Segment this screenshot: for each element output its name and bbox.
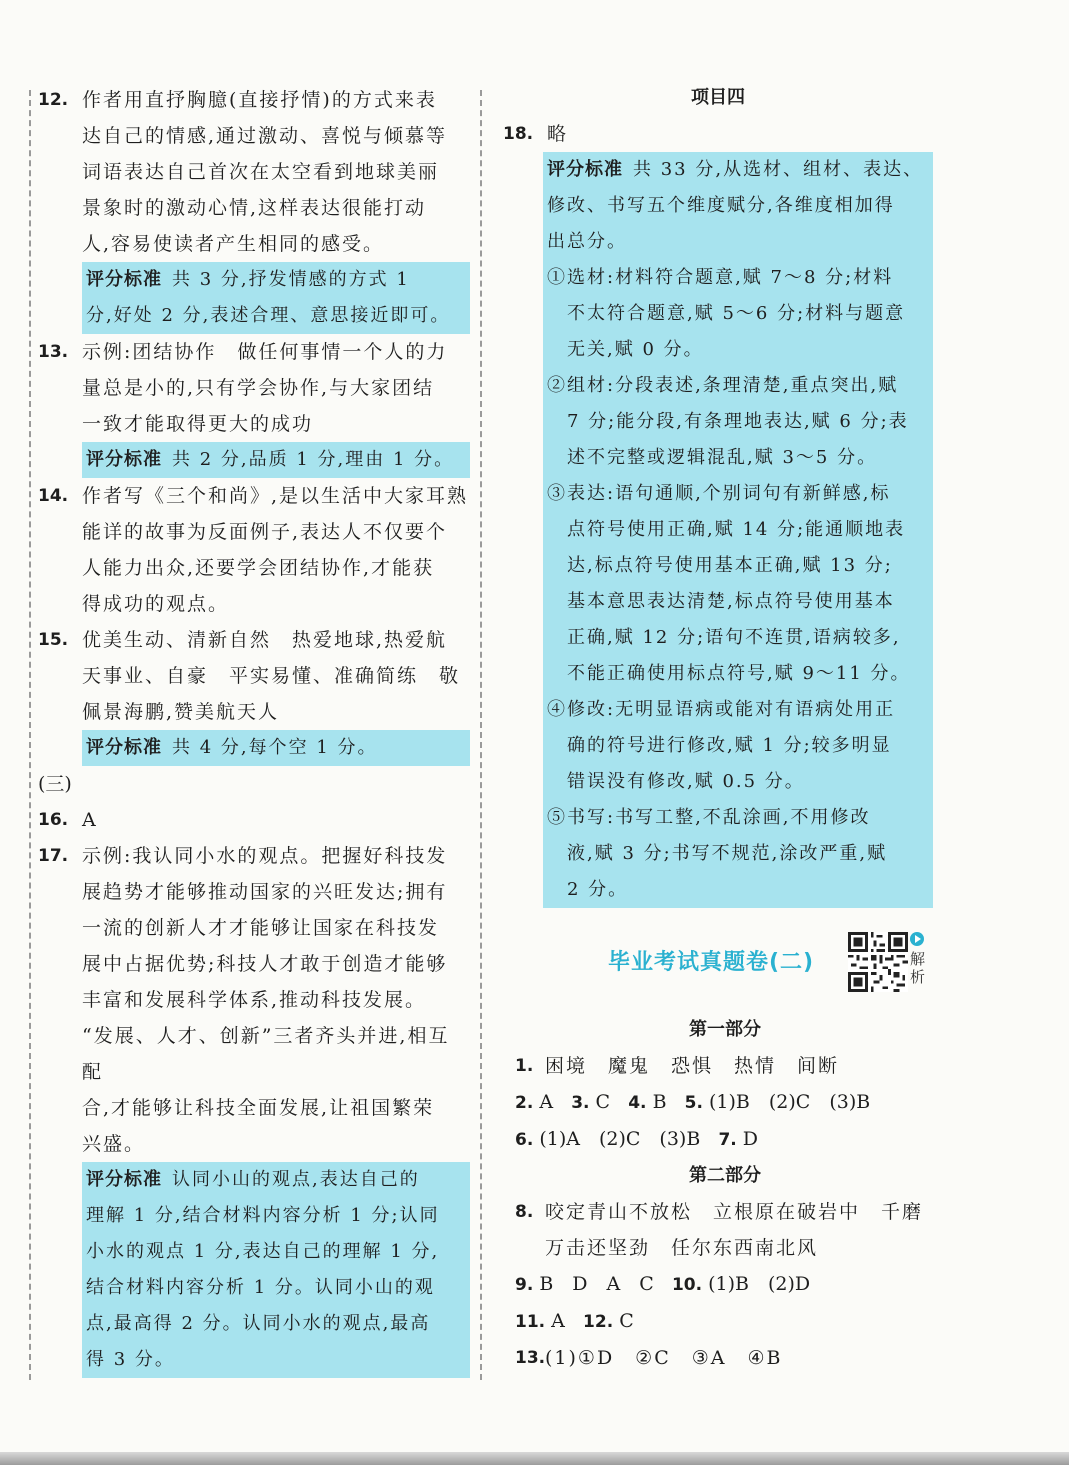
answer-line: 得成功的观点。	[82, 593, 230, 615]
play-icon[interactable]	[910, 932, 924, 946]
question-number: 18.	[503, 124, 534, 144]
answer-line: 景象时的激动心情,这样表达很能打动	[82, 197, 427, 219]
question-number: 13.	[38, 342, 69, 362]
question-number: 13.	[515, 1348, 546, 1368]
question-number: 2.	[515, 1093, 534, 1113]
question-number: 14.	[38, 486, 69, 506]
criterion-organization: 7 分;能分段,有条理地表达,赋 6 分;表	[547, 411, 909, 432]
criterion-handwriting: ⑤书写:书写工整,不乱涂画,不用修改	[547, 807, 871, 828]
answer-line: A	[82, 809, 98, 831]
answer-line: 合,才能够让科技全面发展,让祖国繁荣	[82, 1097, 435, 1119]
criterion-expression: 正确,赋 12 分;语句不连贯,语病较多,	[547, 627, 901, 648]
scoring-text: 理解 1 分,结合材料内容分析 1 分;认同	[86, 1205, 440, 1226]
scoring-label: 评分标准	[86, 737, 162, 758]
scoring-text: 共 2 分,品质 1 分,理由 1 分。	[172, 449, 455, 470]
project-title: 项目四	[691, 87, 745, 108]
scoring-criteria-18	[543, 152, 933, 908]
scoring-text: 点,最高得 2 分。认同小水的观点,最高	[86, 1313, 431, 1334]
criterion-handwriting: 2 分。	[547, 879, 629, 900]
scoring-text: 出总分。	[547, 231, 627, 252]
questions-9-10	[515, 1266, 935, 1303]
scan-bottom-edge	[0, 1452, 1069, 1465]
center-dashed-divider	[480, 90, 482, 1380]
answer-line: 示例:团结协作 做任何事情一个人的力	[82, 341, 448, 363]
qr-side-char: 析	[910, 968, 926, 986]
question-number: 8.	[515, 1202, 534, 1222]
question-18	[503, 116, 933, 152]
exam-answers	[515, 1012, 935, 1376]
answer-value: C	[595, 1091, 611, 1113]
answer-line: 略	[547, 123, 569, 145]
answer-line: 一流的创新人才才能够让国家在科技发	[82, 917, 440, 939]
answer-line: 量总是小的,只有学会协作,与大家团结	[82, 377, 435, 399]
question-number: 7.	[718, 1130, 737, 1150]
question-number: 17.	[38, 846, 69, 866]
scoring-criteria-13	[82, 442, 470, 478]
qr-code-icon[interactable]	[848, 932, 908, 992]
question-number: 12.	[38, 90, 69, 110]
criterion-expression: ③表达:语句通顺,个别词句有新鲜感,标	[547, 483, 891, 504]
criterion-selection: ①选材:材料符合题意,赋 7～8 分;材料	[547, 267, 894, 288]
scoring-label: 评分标准	[86, 269, 162, 290]
question-17	[38, 838, 470, 1162]
answer-line: 困境 魔鬼 恐惧 热情 间断	[545, 1055, 840, 1077]
scoring-label: 评分标准	[86, 1169, 162, 1190]
criterion-revision: 确的符号进行修改,赋 1 分;较多明显	[547, 735, 892, 756]
answer-line: 万击还坚劲 任尔东西南北风	[545, 1237, 819, 1259]
answer-line: 佩景海鹏,赞美航天人	[82, 701, 280, 723]
answer-value: C	[619, 1310, 634, 1332]
question-12	[38, 82, 470, 262]
question-number: 16.	[38, 810, 69, 830]
right-column	[503, 80, 933, 908]
criterion-expression: 不能正确使用标点符号,赋 9～11 分。	[547, 663, 911, 684]
question-number: 12.	[583, 1312, 614, 1332]
scoring-criteria-15	[82, 730, 470, 766]
question-number: 9.	[515, 1275, 534, 1295]
scoring-text: 分,好处 2 分,表述合理、意思接近即可。	[86, 305, 451, 326]
answer-value: D	[742, 1128, 759, 1150]
qr-side-char: 解	[910, 950, 926, 968]
answer-line: 丰富和发展科学体系,推动科技发展。	[82, 989, 427, 1011]
question-number: 11.	[515, 1312, 546, 1332]
scoring-label: 评分标准	[86, 449, 162, 470]
answer-value: A	[539, 1091, 554, 1113]
question-number: 10.	[671, 1275, 703, 1295]
answer-value: A	[551, 1310, 565, 1332]
scoring-text: 认同小山的观点,表达自己的	[172, 1169, 420, 1190]
scoring-text: 小水的观点 1 分,表达自己的理解 1 分,	[86, 1241, 440, 1262]
answer-line: 展中占据优势;科技人才敢于创造才能够	[82, 953, 448, 975]
questions-11-12	[515, 1303, 935, 1340]
criterion-expression: 基本意思表达清楚,标点符号使用基本	[547, 591, 895, 612]
criterion-handwriting: 液,赋 3 分;书写不规范,涂改严重,赋	[547, 843, 888, 864]
scoring-text: 得 3 分。	[86, 1349, 175, 1370]
answer-line: 优美生动、清新自然 热爱地球,热爱航	[82, 629, 448, 651]
question-16	[38, 802, 470, 838]
answer-line: 达自己的情感,通过激动、喜悦与倾慕等	[82, 125, 448, 147]
part1-title: 第一部分	[689, 1019, 761, 1040]
questions-6-7	[515, 1121, 935, 1158]
question-15	[38, 622, 470, 730]
question-number: 4.	[628, 1093, 647, 1113]
criterion-expression: 点符号使用正确,赋 14 分;能通顺地表	[547, 519, 906, 540]
scoring-label: 评分标准	[547, 159, 623, 180]
answer-line: “发展、人才、创新”三者齐头并进,相互配	[82, 1025, 450, 1083]
criterion-organization: ②组材:分段表述,条理清楚,重点突出,赋	[547, 375, 899, 396]
answer-value: (1)A (2)C (3)B	[539, 1128, 701, 1150]
section-heading-3: (三)	[38, 773, 72, 795]
answer-line: 作者写《三个和尚》,是以生活中大家耳熟	[82, 485, 469, 507]
answer-value: (1)B (2)C (3)B	[709, 1091, 871, 1113]
question-number: 6.	[515, 1130, 534, 1150]
question-13	[38, 334, 470, 442]
part2-title: 第二部分	[689, 1165, 761, 1186]
answer-line: 词语表达自己首次在太空看到地球美丽	[82, 161, 440, 183]
answer-line: 咬定青山不放松 立根原在破岩中 千磨	[545, 1201, 924, 1223]
answer-line: 能详的故事为反面例子,表达人不仅要个	[82, 521, 448, 543]
answer-line: 兴盛。	[82, 1133, 146, 1155]
scoring-text: 结合材料内容分析 1 分。认同小山的观	[86, 1277, 435, 1298]
answer-value: B D A C	[539, 1273, 654, 1295]
scoring-text: 修改、书写五个维度赋分,各维度相加得	[547, 195, 895, 216]
criterion-revision: ④修改:无明显语病或能对有语病处用正	[547, 699, 896, 720]
scoring-criteria-12	[82, 262, 470, 334]
question-number: 3.	[571, 1093, 590, 1113]
answer-value: B	[652, 1091, 667, 1113]
answer-line: (1)①D ②C ③A ④B	[545, 1347, 783, 1369]
answer-line: 作者用直抒胸臆(直接抒情)的方式来表	[82, 89, 437, 111]
answer-line: 一致才能取得更大的成功	[82, 413, 314, 435]
criterion-expression: 达,标点符号使用基本正确,赋 13 分;	[547, 555, 893, 576]
criterion-selection: 不太符合题意,赋 5～6 分;材料与题意	[547, 303, 906, 324]
criterion-selection: 无关,赋 0 分。	[547, 339, 704, 360]
scoring-text: 共 3 分,抒发情感的方式 1	[172, 269, 410, 290]
answer-line: 人,容易使读者产生相同的感受。	[82, 233, 385, 255]
question-number: 15.	[38, 630, 69, 650]
answer-line: 人能力出众,还要学会团结协作,才能获	[82, 557, 435, 579]
criterion-organization: 述不完整或逻辑混乱,赋 3～5 分。	[547, 447, 878, 468]
answer-line: 展趋势才能够推动国家的兴旺发达;拥有	[82, 881, 448, 903]
qr-analysis-label	[910, 932, 932, 986]
answer-value: (1)B (2)D	[708, 1273, 811, 1295]
question-number: 1.	[515, 1056, 534, 1076]
question-number: 5.	[684, 1093, 703, 1113]
criterion-revision: 错误没有修改,赋 0.5 分。	[547, 771, 805, 792]
exam-title: 毕业考试真题卷(二)	[608, 950, 815, 975]
left-column	[38, 82, 470, 1378]
scoring-text: 共 33 分,从选材、组材、表达、	[633, 159, 924, 180]
answer-line: 天事业、自豪 平实易懂、准确简练 敬	[82, 665, 461, 687]
question-13-exam	[515, 1340, 935, 1376]
question-1	[515, 1048, 935, 1084]
question-14	[38, 478, 470, 622]
scoring-text: 共 4 分,每个空 1 分。	[172, 737, 378, 758]
answer-line: 示例:我认同小水的观点。把握好科技发	[82, 845, 448, 867]
question-8	[515, 1194, 935, 1266]
left-dashed-divider	[29, 90, 31, 1380]
questions-2-5	[515, 1084, 935, 1121]
scoring-criteria-17	[82, 1162, 470, 1378]
